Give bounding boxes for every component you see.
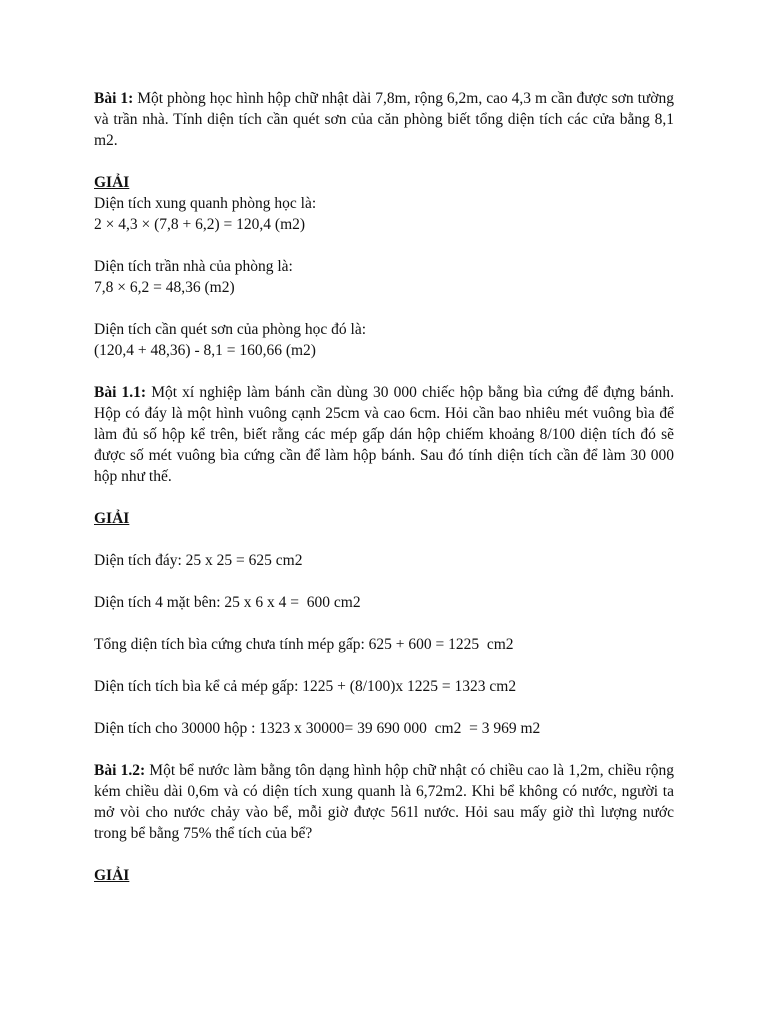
problem-2-text: Một xí nghiệp làm bánh cần dùng 30 000 chiếc hộp bằng bìa cứng để đựng bánh. Hộp có đáy là một hình vuông cạnh 25cm và cao 6cm. Hỏi cần bao nhiêu mét vuông bìa để làm đủ số hộp kể trên, biết rằng các mép gấp dán hộp chiếm khoảng 8/100 diện tích đó sẽ được số mét vuông bìa cứng cần để làm hộp bánh. Sau đó tính diện tích cần để làm 30 000 hộp như thế.: [94, 384, 674, 485]
problem-3-label: Bài 1.2:: [94, 762, 146, 779]
problem-3-text: Một bể nước làm bằng tôn dạng hình hộp chữ nhật có chiều cao là 1,2m, chiều rộng kém chiều dài 0,6m và có diện tích xung quanh là 6,72m2. Khi bể không có nước, người ta mở vòi cho nước chảy vào bể, mỗi giờ được 561l nước. Hỏi sau mấy giờ thì lượng nước trong bể bằng 75% thể tích của bể?: [94, 762, 674, 842]
problem-2-line-5: Diện tích cho 30000 hộp : 1323 x 30000= 39 690 000 cm2 = 3 969 m2: [94, 720, 541, 737]
problem-2-label: Bài 1.1:: [94, 384, 147, 401]
problem-1-text: Một phòng học hình hộp chữ nhật dài 7,8m, rộng 6,2m, cao 4,3 m cần được sơn tường và trần nhà. Tính diện tích cần quét sơn của căn phòng biết tổng diện tích các cửa bằng 8,1 m2.: [94, 90, 674, 149]
problem-2-line-2: Diện tích 4 mặt bên: 25 x 6 x 4 = 600 cm2: [94, 594, 361, 611]
problem-1-line-4: 7,8 × 6,2 = 48,36 (m2): [94, 279, 235, 296]
problem-1-line-3: Diện tích trần nhà của phòng là:: [94, 258, 293, 275]
problem-2-line-1: Diện tích đáy: 25 x 25 = 625 cm2: [94, 552, 303, 569]
problem-2-line-3: Tổng diện tích bìa cứng chưa tính mép gấp: 625 + 600 = 1225 cm2: [94, 636, 514, 653]
problem-1-line-2: 2 × 4,3 × (7,8 + 6,2) = 120,4 (m2): [94, 216, 306, 233]
problem-2-line-4: Diện tích tích bìa kể cả mép gấp: 1225 + (8/100)x 1225 = 1323 cm2: [94, 678, 517, 695]
problem-1-label: Bài 1:: [94, 90, 134, 107]
problem-1-line-1: Diện tích xung quanh phòng học là:: [94, 195, 317, 212]
problem-1-line-6: (120,4 + 48,36) - 8,1 = 160,66 (m2): [94, 342, 316, 359]
problem-2: [94, 382, 674, 487]
problem-3: [94, 760, 674, 844]
problem-2-solution-heading: GIẢI: [94, 510, 130, 527]
problem-3-solution-heading: GIẢI: [94, 867, 130, 884]
problem-1-solution-heading: GIẢI: [94, 174, 130, 191]
problem-1-line-5: Diện tích cần quét sơn của phòng học đó là:: [94, 321, 367, 338]
problem-1: [94, 88, 674, 151]
document-page: [94, 88, 674, 886]
